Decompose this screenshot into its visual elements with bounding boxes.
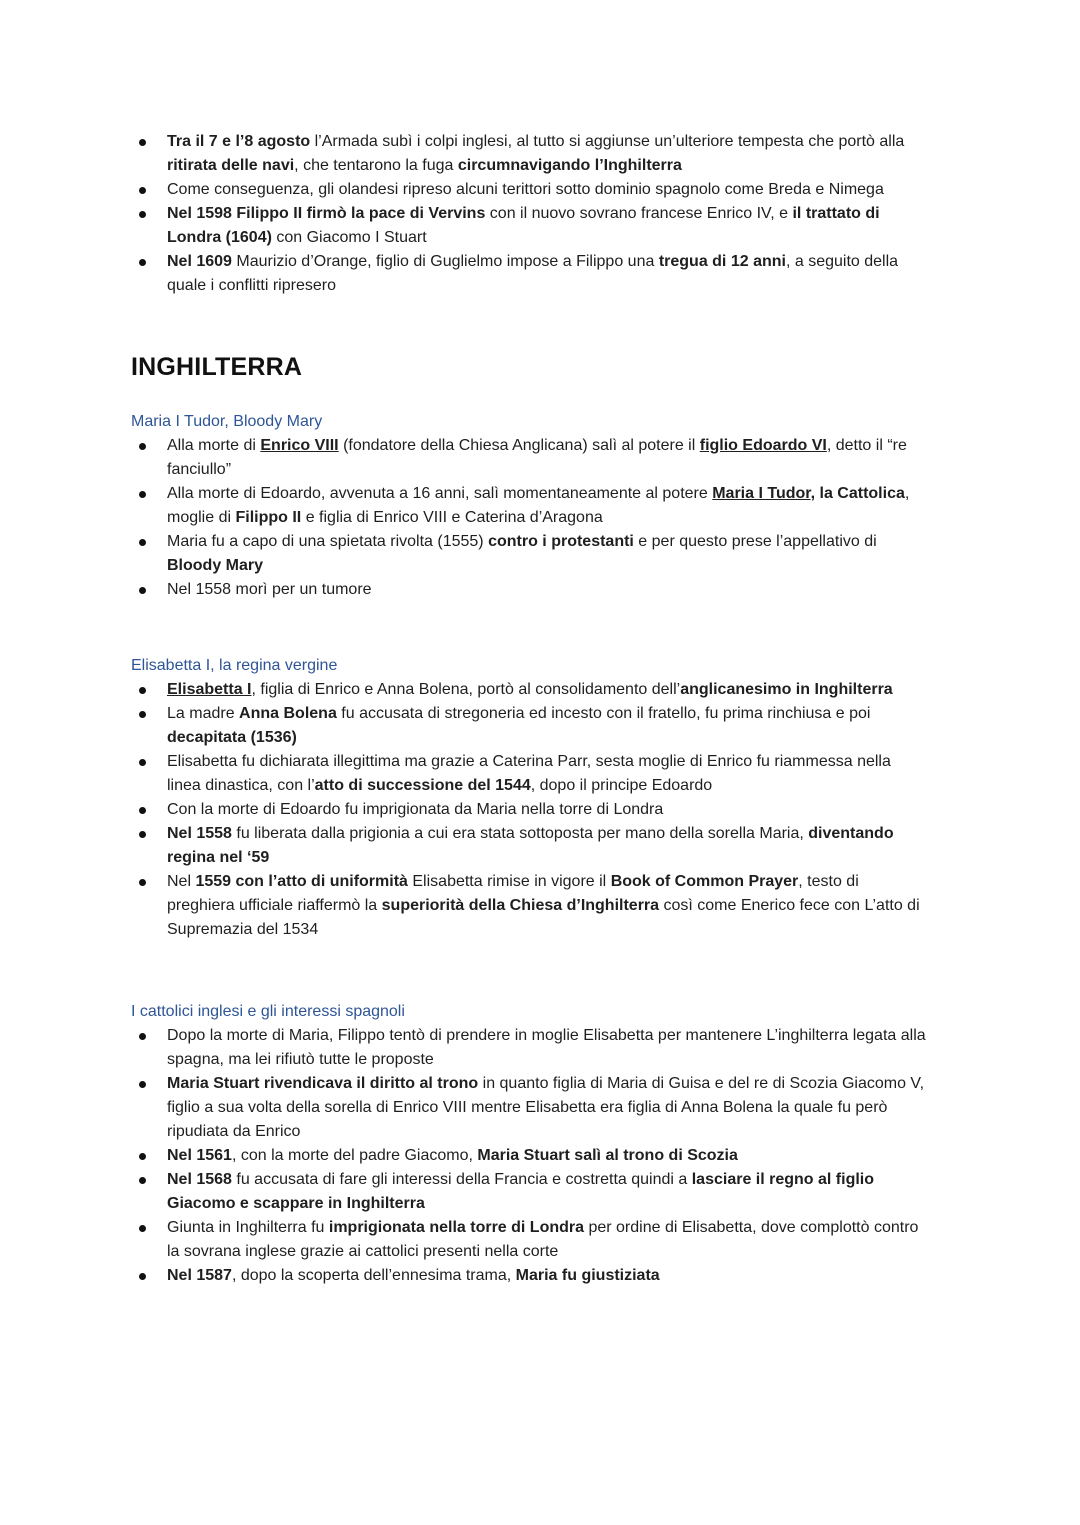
list-item xyxy=(102,750,927,798)
text-run: (fondatore della Chiesa Anglicana) salì al potere il xyxy=(338,437,700,454)
bold-text: Nel 1587 xyxy=(167,1267,232,1284)
section-elisabetta xyxy=(131,654,927,942)
section-title: Maria I Tudor, Bloody Mary xyxy=(131,413,323,430)
list-item xyxy=(102,702,927,750)
bold-text: imprigionata nella torre di Londra xyxy=(328,1219,585,1236)
text-run: in quanto figlia di Maria di Guisa e del re di Scozia Giacomo V, figlio a sua volta della sorella di Enrico VIII mentre Elisabetta era figlia di Anna Bolena la quale fu però ripudiata da Enrico xyxy=(167,1075,925,1140)
bold-text: circumnavigando l’Inghilterra xyxy=(457,157,682,174)
bold-text: contro i protestanti xyxy=(488,533,634,550)
text-run: Nel xyxy=(167,873,196,890)
section-maria-tudor xyxy=(131,410,927,602)
bold-text: Anna Bolena xyxy=(239,705,337,722)
section-bullet-list xyxy=(102,1024,927,1288)
underlined-text: Maria I Tudor xyxy=(712,485,811,502)
text-run: e per questo prese l’appellativo di xyxy=(633,533,877,550)
text-run: fu accusata di fare gli interessi della Francia e costretta quindi a xyxy=(231,1171,692,1188)
text-run: così come Enerico fece con L’atto di Supremazia del 1534 xyxy=(167,897,920,938)
list-item xyxy=(102,130,927,178)
bold-text: atto di successione del 1544 xyxy=(314,777,531,794)
text-run: Alla morte di xyxy=(167,437,261,454)
text-run: fu accusata di stregoneria ed incesto con il fratello, fu prima rinchiusa e poi xyxy=(336,705,871,722)
bold-text: Book of Common Prayer xyxy=(610,873,799,890)
intro-bullet-list xyxy=(102,130,927,298)
list-item xyxy=(102,202,927,250)
bold-text: Nel 1568 xyxy=(167,1171,232,1188)
underlined-text: Elisabetta I xyxy=(167,681,252,698)
list-item xyxy=(102,178,927,202)
bold-text: decapitata (1536) xyxy=(167,729,297,746)
text-run: La madre xyxy=(167,705,240,722)
section-bullet-list xyxy=(102,434,927,602)
section-title: I cattolici inglesi e gli interessi spagnoli xyxy=(131,1003,405,1020)
list-item xyxy=(102,1144,927,1168)
list-item xyxy=(102,482,927,530)
text-run: , che tentarono la fuga xyxy=(294,157,458,174)
list-item xyxy=(102,822,927,870)
text-run: Come conseguenza, gli olandesi ripreso alcuni terittori sotto dominio spagnolo come Breda e Nimega xyxy=(167,181,884,198)
bold-text: ritirata delle navi xyxy=(167,157,295,174)
text-run: Giunta in Inghilterra fu xyxy=(167,1219,329,1236)
text-run: , con la morte del padre Giacomo, xyxy=(231,1147,478,1164)
bold-text: Maria fu giustiziata xyxy=(515,1267,660,1284)
bold-text: lasciare il regno al figlio Giacomo e scappare in Inghilterra xyxy=(167,1171,875,1212)
section-cattolici xyxy=(131,1000,927,1288)
text-run: con Giacomo I Stuart xyxy=(271,229,427,246)
bold-text: Nel 1558 xyxy=(167,825,232,842)
text-run: Nel 1558 morì per un tumore xyxy=(167,581,372,598)
list-item xyxy=(102,578,927,602)
bold-text: il trattato di Londra (1604) xyxy=(167,205,880,246)
intro-section xyxy=(102,130,927,298)
bold-text: , la Cattolica xyxy=(810,485,905,502)
text-run: l’Armada subì i colpi inglesi, al tutto si aggiunse un’ulteriore tempesta che portò alla xyxy=(310,133,905,150)
underlined-text: Enrico VIII xyxy=(260,437,339,454)
list-item xyxy=(102,798,927,822)
list-item xyxy=(102,1168,927,1216)
bold-text: diventando regina nel ‘59 xyxy=(167,825,894,866)
list-item xyxy=(102,434,927,482)
bold-text: anglicanesimo in Inghilterra xyxy=(680,681,893,698)
text-run: Elisabetta fu dichiarata illegittima ma grazie a Caterina Parr, sesta moglie di Enrico fu riammessa nella linea dinastica, con l’ xyxy=(167,753,891,794)
text-run: , figlia di Enrico e Anna Bolena, portò al consolidamento dell’ xyxy=(251,681,681,698)
text-run: per ordine di Elisabetta, dove complottò contro la sovrana inglese grazie ai cattolici presenti nella corte xyxy=(167,1219,919,1260)
bold-text: Tra il 7 e l’8 agosto xyxy=(167,133,311,150)
section-bullet-list xyxy=(102,678,927,942)
list-item xyxy=(102,870,927,942)
bold-text: Nel 1598 Filippo II firmò la pace di Vervins xyxy=(167,205,486,222)
list-item xyxy=(102,678,927,702)
text-run: , moglie di xyxy=(167,485,910,526)
page-title: INGHILTERRA xyxy=(131,353,303,381)
bold-text: tregua di 12 anni xyxy=(658,253,786,270)
text-run: Elisabetta rimise in vigore il xyxy=(407,873,611,890)
text-run: Dopo la morte di Maria, Filippo tentò di prendere in moglie Elisabetta per mantenere L’inghilterra legata alla spagna, ma lei rifiutò tutte le proposte xyxy=(167,1027,926,1068)
text-run: , testo di preghiera ufficiale riaffermò la xyxy=(167,873,859,914)
list-item xyxy=(102,1072,927,1144)
bold-text: 1559 con l’atto di uniformità xyxy=(195,873,408,890)
list-item xyxy=(102,530,927,578)
list-item xyxy=(102,1216,927,1264)
bold-text: Bloody Mary xyxy=(167,557,264,574)
bold-text: Nel 1609 xyxy=(167,253,232,270)
bold-text: Maria Stuart salì al trono di Scozia xyxy=(477,1147,738,1164)
text-run: , dopo la scoperta dell’ennesima trama, xyxy=(231,1267,516,1284)
text-run: fu liberata dalla prigionia a cui era stata sottoposta per mano della sorella Maria, xyxy=(231,825,809,842)
bold-text: Maria Stuart rivendicava il diritto al trono xyxy=(167,1075,479,1092)
section-title: Elisabetta I, la regina vergine xyxy=(131,657,338,674)
list-item xyxy=(102,250,927,298)
underlined-text: figlio Edoardo VI xyxy=(699,437,827,454)
text-run: Con la morte di Edoardo fu imprigionata da Maria nella torre di Londra xyxy=(167,801,664,818)
list-item xyxy=(102,1024,927,1072)
text-run: , a seguito della quale i conflitti ripresero xyxy=(167,253,899,294)
text-run: , detto il “re fanciullo” xyxy=(167,437,907,478)
list-item xyxy=(102,1264,927,1288)
text-run: e figlia di Enrico VIII e Caterina d’Aragona xyxy=(301,509,603,526)
text-run: Maria fu a capo di una spietata rivolta (1555) xyxy=(167,533,489,550)
bold-text: superiorità della Chiesa d’Inghilterra xyxy=(381,897,660,914)
text-run: Maurizio d’Orange, figlio di Guglielmo impose a Filippo una xyxy=(231,253,659,270)
text-run: , dopo il principe Edoardo xyxy=(530,777,713,794)
bold-text: Nel 1561 xyxy=(167,1147,232,1164)
text-run: Alla morte di Edoardo, avvenuta a 16 anni, salì momentaneamente al potere xyxy=(167,485,713,502)
text-run: con il nuovo sovrano francese Enrico IV, e xyxy=(485,205,793,222)
bold-text: Filippo II xyxy=(235,509,302,526)
